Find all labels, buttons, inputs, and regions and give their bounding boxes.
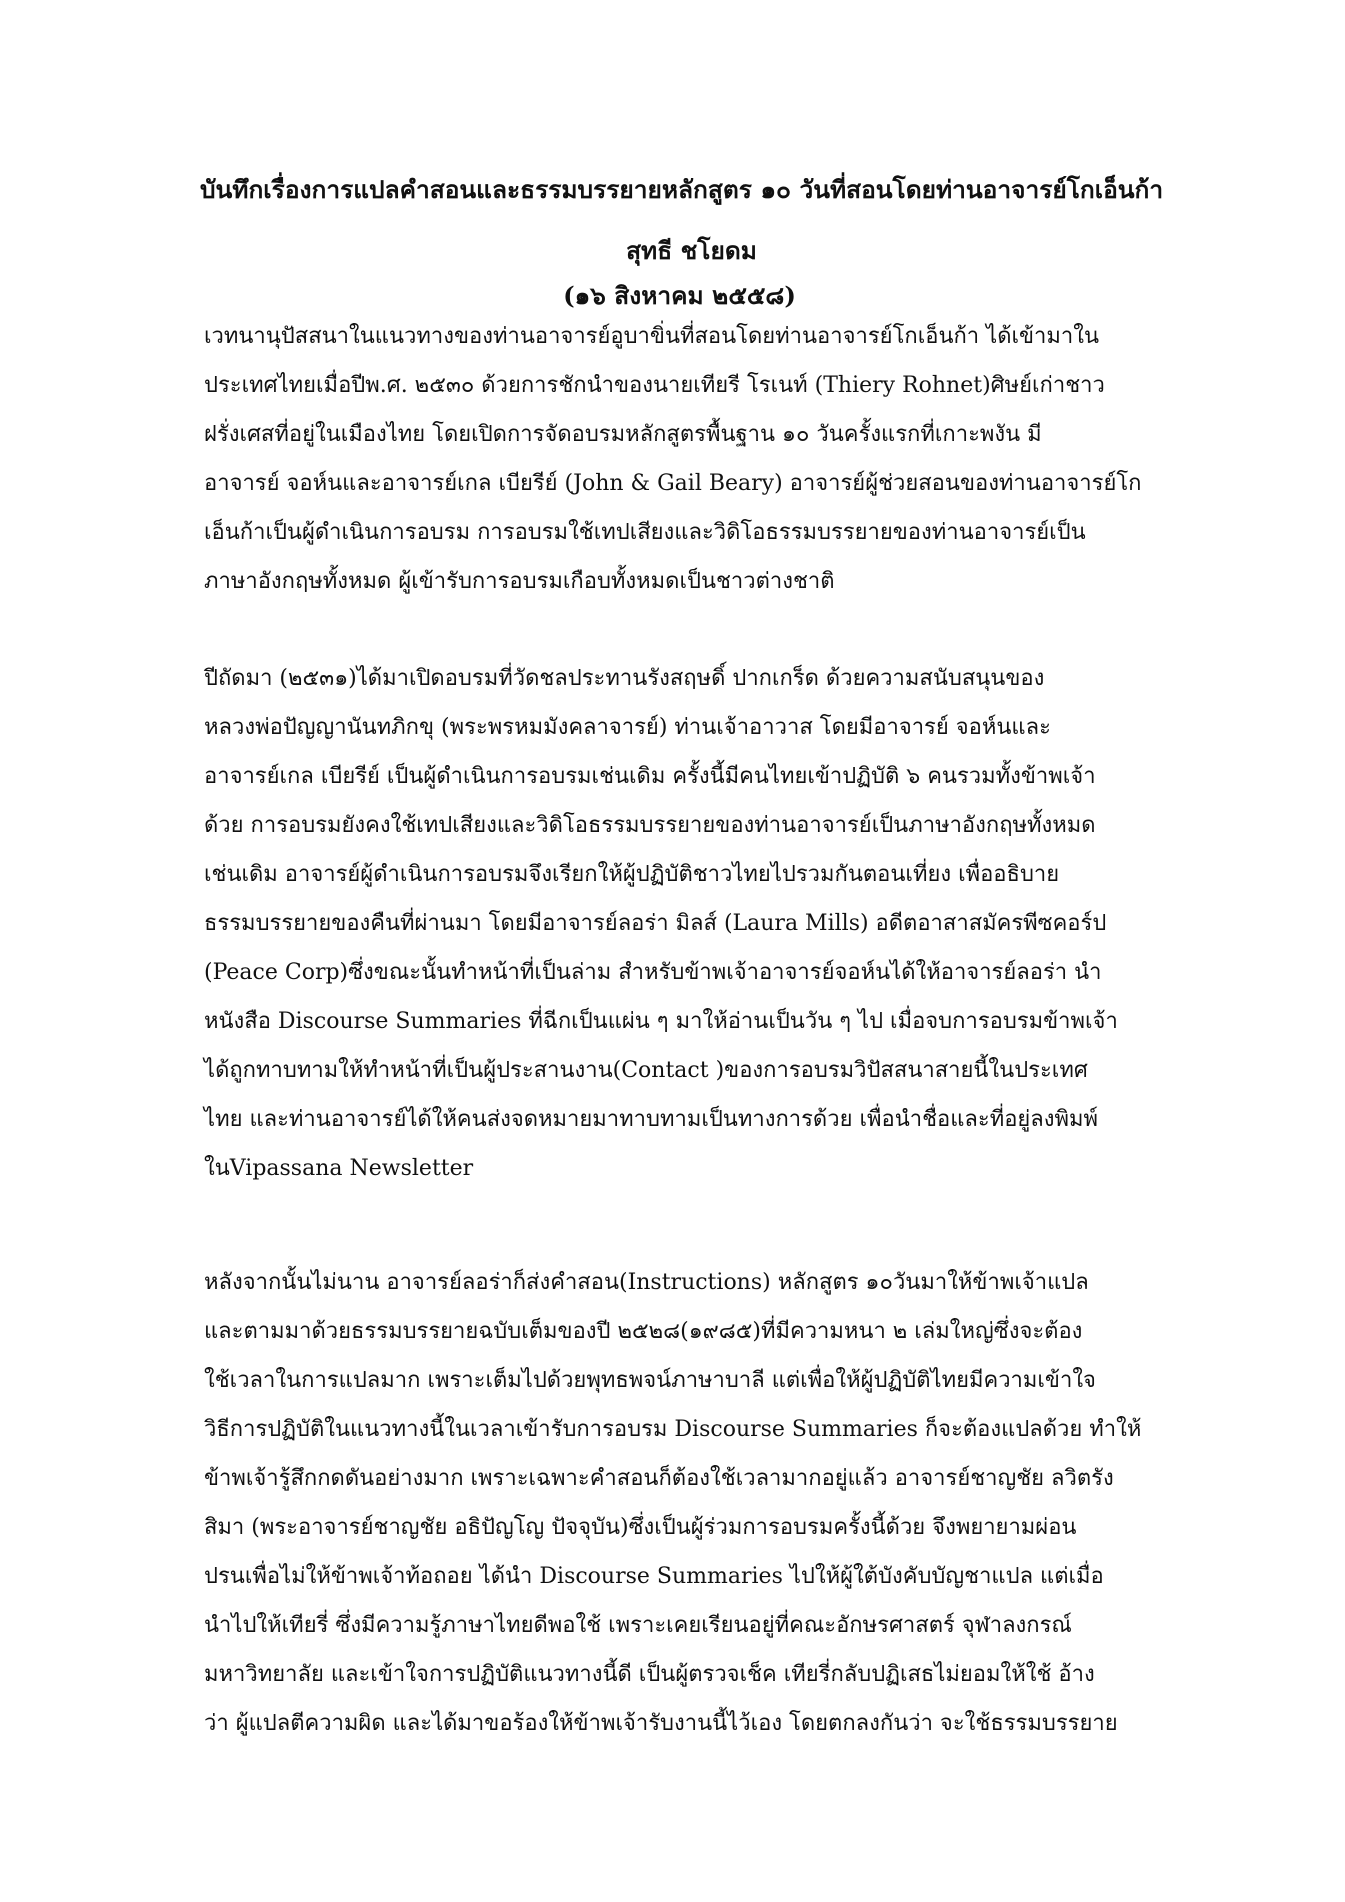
text-line: วิธีการปฏิบัติในแนวทางนี้ในเวลาเข้ารับการอบรม Discourse Summaries ก็จะต้องแปลด้วย ทำให้	[204, 1417, 1142, 1442]
text-line: ว่า ผู้แปลตีความผิด และได้มาขอร้องให้ข้าพเจ้ารับงานนี้ไว้เอง โดยตกลงกันว่า จะใช้ธรรมบรรยาย	[204, 1711, 1118, 1736]
text-line: ข้าพเจ้ารู้สึกกดดันอย่างมาก เพราะเฉพาะคำสอนก็ต้องใช้เวลามากอยู่แล้ว อาจารย์ชาญชัย ลวิตรัง	[204, 1466, 1114, 1491]
text-line: อาจารย์เกล เบียรีย์ เป็นผู้ดำเนินการอบรมเช่นเดิม ครั้งนี้มีคนไทยเข้าปฏิบัติ ๖ คนรวมทั้งข้าพเจ้า	[204, 764, 1096, 789]
text-line: ปรนเพื่อไม่ให้ข้าพเจ้าท้อถอย ได้นำ Discourse Summaries ไปให้ผู้ใต้บังคับบัญชาแปล แต่เมื่อ	[204, 1564, 1104, 1589]
document-date: (๑๖ สิงหาคม ๒๕๕๘)	[563, 281, 796, 310]
paragraph-1	[204, 312, 1164, 606]
text-line: นำไปให้เทียรี่ ซึ่งมีความรู้ภาษาไทยดีพอใช้ เพราะเคยเรียนอยู่ที่คณะอักษรศาสตร์ จุฬาลงกรณ์	[204, 1613, 1072, 1638]
text-line: หนังสือ Discourse Summaries ที่ฉีกเป็นแผ่น ๆ มาให้อ่านเป็นวัน ๆ ไป เมื่อจบการอบรมข้าพเจ้า	[204, 1009, 1118, 1034]
text-line: สิมา (พระอาจารย์ชาญชัย อธิปัญโญ ปัจจุบัน)ซึ่งเป็นผู้ร่วมการอบรมครั้งนี้ด้วย จึงพยายามผ่อน	[204, 1515, 1077, 1540]
text-line: ประเทศไทยเมื่อปีพ.ศ. ๒๕๓๐ ด้วยการชักนำของนายเทียรี โรเนท์ (Thiery Rohnet)ศิษย์เก่าชาว	[204, 373, 1105, 398]
text-line: ในVipassana Newsletter	[204, 1156, 474, 1181]
text-line: ภาษาอังกฤษทั้งหมด ผู้เข้ารับการอบรมเกือบทั้งหมดเป็นชาวต่างชาติ	[204, 569, 835, 594]
text-line: หลังจากนั้นไม่นาน อาจารย์ลอร่าก็ส่งคำสอน(Instructions) หลักสูตร ๑๐วันมาให้ข้าพเจ้าแปล	[204, 1270, 1089, 1295]
text-line: เอ็นก้าเป็นผู้ดำเนินการอบรม การอบรมใช้เทปเสียงและวิดิโอธรรมบรรยายของท่านอาจารย์เป็น	[204, 520, 1086, 545]
text-line: มหาวิทยาลัย และเข้าใจการปฏิบัติแนวทางนี้ดี เป็นผู้ตรวจเช็ค เทียรี่กลับปฏิเสธไม่ยอมให้ใช้ อ้าง	[204, 1662, 1095, 1687]
text-line: ฝรั่งเศสที่อยู่ในเมืองไทย โดยเปิดการจัดอบรมหลักสูตรพื้นฐาน ๑๐ วันครั้งแรกที่เกาะพงัน มี	[204, 422, 1042, 447]
document-author: สุทธี ชโยดม	[626, 236, 757, 265]
text-line: อาจารย์ จอห์นและอาจารย์เกล เบียรีย์ (John & Gail Beary) อาจารย์ผู้ช่วยสอนของท่านอาจารย์โก	[204, 471, 1142, 496]
text-line: ใช้เวลาในการแปลมาก เพราะเต็มไปด้วยพุทธพจน์ภาษาบาลี แต่เพื่อให้ผู้ปฏิบัติไทยมีความเข้าใจ	[204, 1368, 1096, 1393]
text-line: และตามมาด้วยธรรมบรรยายฉบับเต็มของปี ๒๕๒๘(๑๙๘๕)ที่มีความหนา ๒ เล่มใหญ่ซึ่งจะต้อง	[204, 1319, 1083, 1344]
text-line: ได้ถูกทาบทามให้ทำหน้าที่เป็นผู้ประสานงาน(Contact )ของการอบรมวิปัสสนาสายนี้ในประเทศ	[204, 1058, 1088, 1083]
text-line: ด้วย การอบรมยังคงใช้เทปเสียงและวิดิโอธรรมบรรยายของท่านอาจารย์เป็นภาษาอังกฤษทั้งหมด	[204, 813, 1096, 838]
paragraph-3	[204, 1258, 1164, 1748]
paragraph-2	[204, 654, 1164, 1193]
text-line: เช่นเดิม อาจารย์ผู้ดำเนินการอบรมจึงเรียกให้ผู้ปฏิบัติชาวไทยไปรวมกันตอนเที่ยง เพื่ออธิบาย	[204, 862, 1060, 887]
text-line: ปีถัดมา (๒๕๓๑)ได้มาเปิดอบรมที่วัดชลประทานรังสฤษดิ์ ปากเกร็ด ด้วยความสนับสนุนของ	[204, 666, 1045, 691]
text-line: (Peace Corp)ซึ่งขณะนั้นทำหน้าที่เป็นล่าม สำหรับข้าพเจ้าอาจารย์จอห์นได้ให้อาจารย์ลอร่า นำ	[204, 960, 1102, 985]
text-line: หลวงพ่อปัญญานันทภิกขุ (พระพรหมมังคลาจารย์) ท่านเจ้าอาวาส โดยมีอาจารย์ จอห์นและ	[204, 715, 1051, 740]
text-line: เวทนานุปัสสนาในแนวทางของท่านอาจารย์อูบาขิ่นที่สอนโดยท่านอาจารย์โกเอ็นก้า ได้เข้ามาใน	[204, 324, 1100, 349]
document-title: บันทึกเรื่องการแปลคำสอนและธรรมบรรยายหลักสูตร ๑๐ วันที่สอนโดยท่านอาจารย์โกเอ็นก้า	[200, 175, 1164, 204]
text-line: ไทย และท่านอาจารย์ได้ให้คนส่งจดหมายมาทาบทามเป็นทางการด้วย เพื่อนำชื่อและที่อยู่ลงพิมพ์	[204, 1107, 1099, 1132]
text-line: ธรรมบรรยายของคืนที่ผ่านมา โดยมีอาจารย์ลอร่า มิลส์ (Laura Mills) อดีตอาสาสมัครพีซคอร์ป	[204, 911, 1107, 936]
